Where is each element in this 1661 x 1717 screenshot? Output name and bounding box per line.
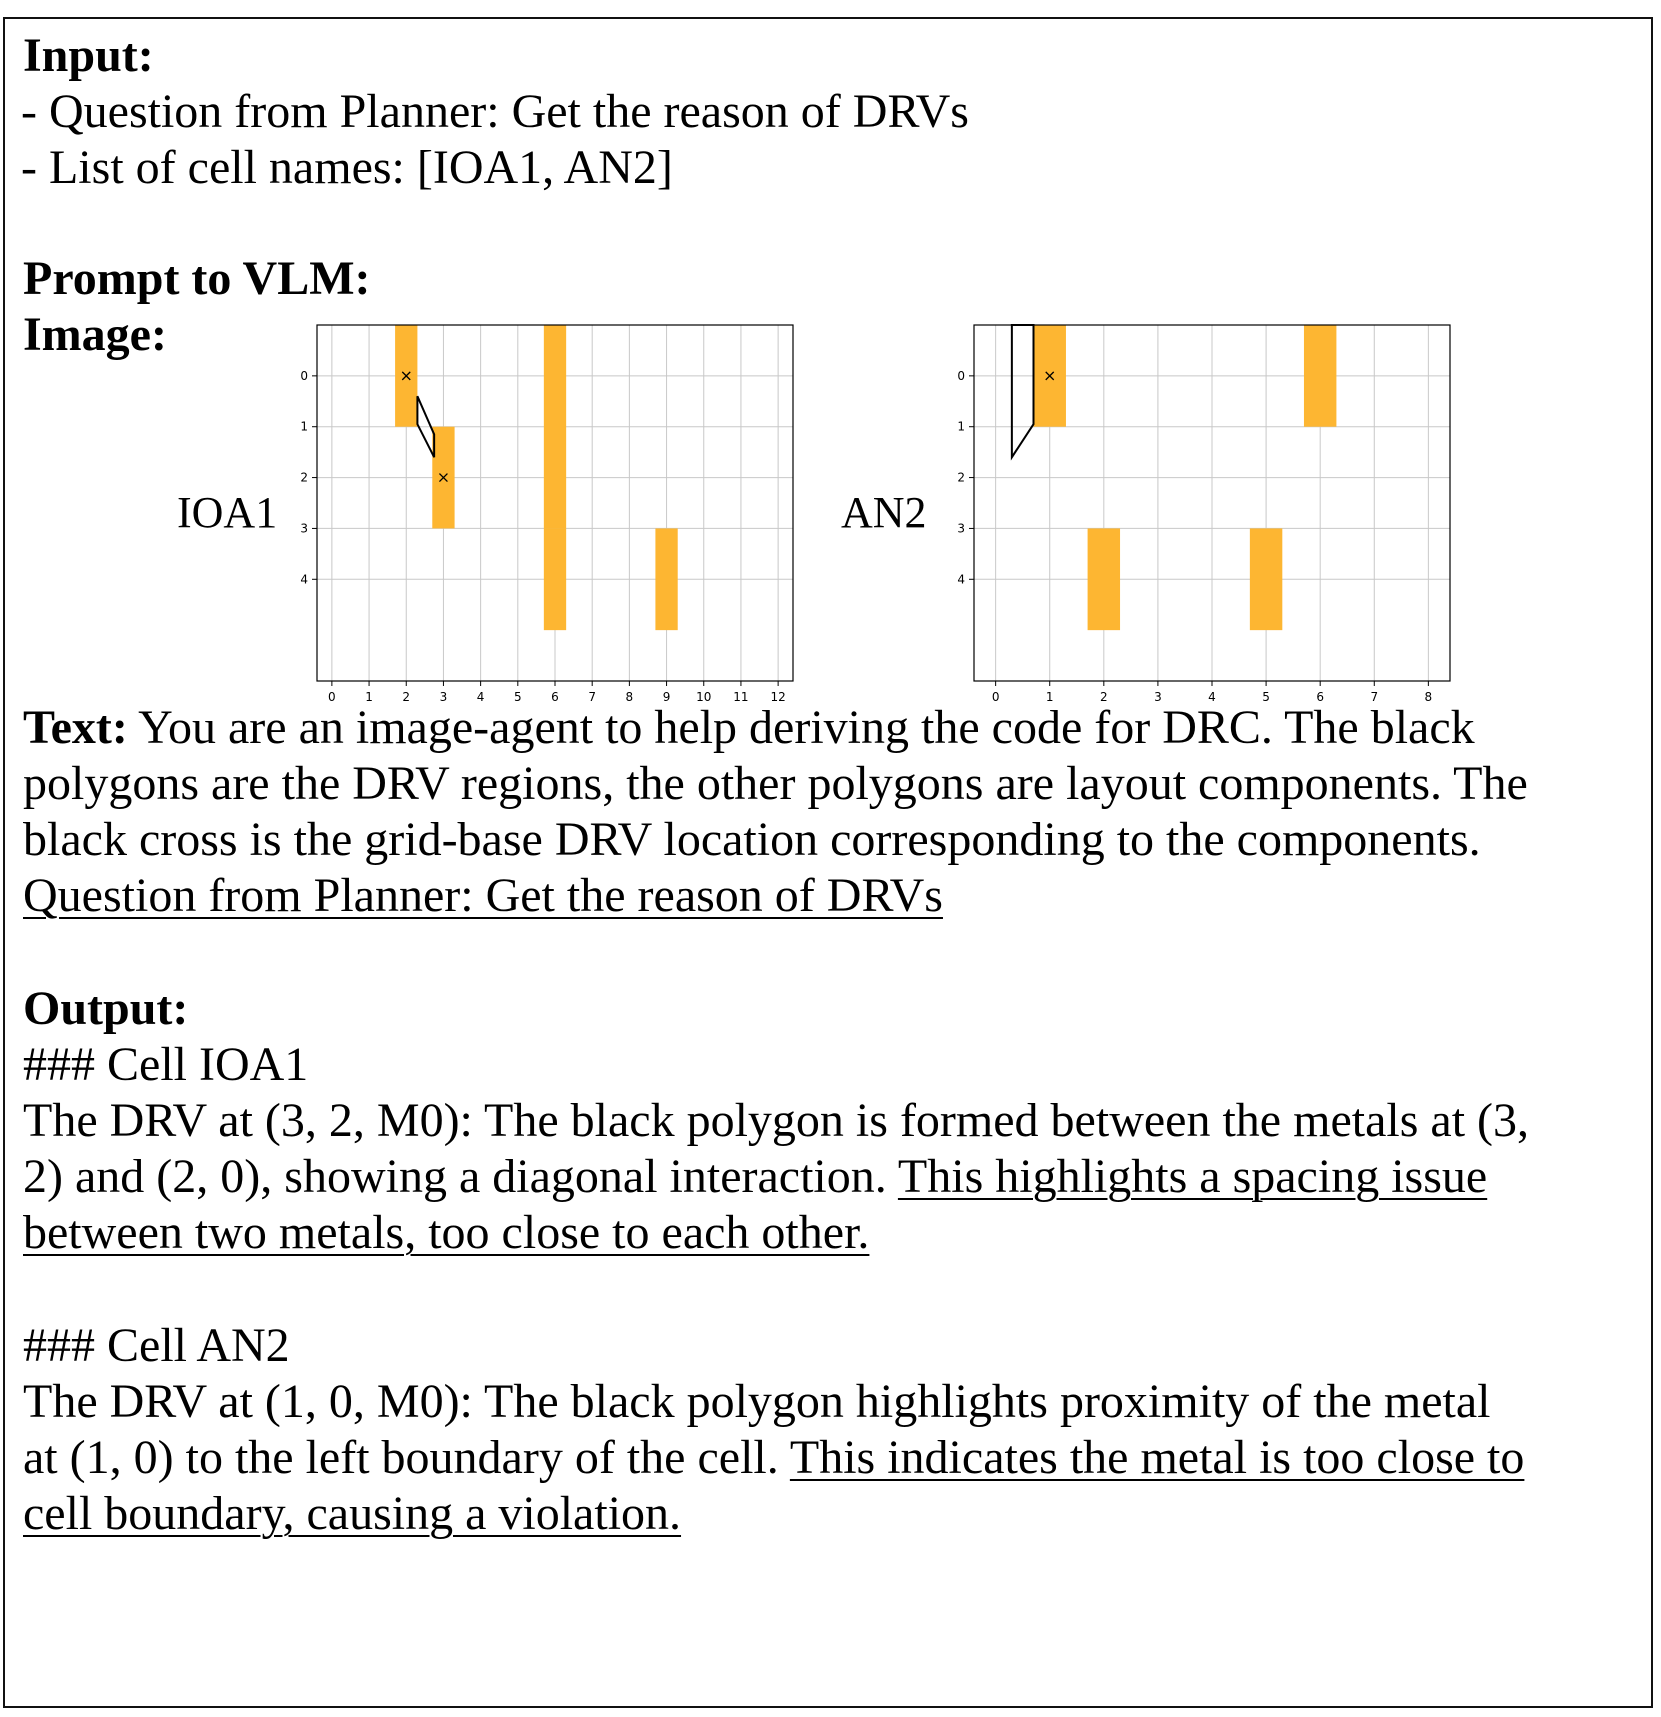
x-tick-label: 4 xyxy=(1208,690,1216,704)
input-heading: Input: xyxy=(23,29,154,82)
cell1-line-2-underlined: This highlights a spacing issue xyxy=(897,1150,1488,1203)
prompt-text-line-1 xyxy=(23,698,1475,758)
cell2-line-1: The DRV at (1, 0, M0): The black polygon highlights proximity of the metal xyxy=(23,1375,1491,1428)
prompt-text-line-3: black cross is the grid-base DRV location corresponding to the components. xyxy=(23,813,1481,866)
cell1-line-2-plain: 2) and (2, 0), showing a diagonal interaction. xyxy=(23,1150,898,1203)
cell1-line-3-underlined: between two metals, too close to each other. xyxy=(23,1206,870,1259)
y-tick-label: 0 xyxy=(957,368,965,383)
y-tick-label: 0 xyxy=(300,368,308,383)
prompt-text-1: You are an image-agent to help deriving the code for DRC. The black xyxy=(127,701,1475,754)
x-tick-label: 5 xyxy=(513,690,522,704)
cell2-line-3-underlined: cell boundary, causing a violation. xyxy=(23,1487,682,1540)
metal-rect xyxy=(544,325,566,528)
x-tick-label: 8 xyxy=(1424,690,1433,704)
input-cells-line: - List of cell names: [IOA1, AN2] xyxy=(21,141,673,194)
metal-rect xyxy=(1250,528,1282,630)
y-tick-label: 3 xyxy=(957,521,965,536)
x-tick-label: 2 xyxy=(1099,690,1108,704)
image-heading: Image: xyxy=(23,308,167,361)
x-tick-label: 1 xyxy=(365,690,373,704)
y-tick-label: 1 xyxy=(300,419,308,434)
metal-rect xyxy=(544,528,566,630)
layout-plot-ioa1 xyxy=(280,315,810,710)
x-tick-label: 4 xyxy=(476,690,485,704)
x-tick-label: 6 xyxy=(1316,690,1325,704)
y-tick-label: 4 xyxy=(300,572,308,587)
prompt-text-line-2: polygons are the DRV regions, the other polygons are layout components. The xyxy=(23,757,1528,810)
cell1-line-2 xyxy=(23,1147,1487,1207)
y-tick-label: 2 xyxy=(300,470,308,485)
x-tick-label: 5 xyxy=(1262,690,1270,704)
x-tick-label: 10 xyxy=(696,690,712,704)
cell1-line-1: The DRV at (3, 2, M0): The black polygon is formed between the metals at (3, xyxy=(23,1094,1530,1147)
output-heading: Output: xyxy=(23,982,189,1035)
cell2-line-2-underlined: This indicates the metal is too close to xyxy=(789,1431,1525,1484)
cell2-line-2-plain: at (1, 0) to the left boundary of the cell. xyxy=(23,1431,790,1484)
x-tick-label: 3 xyxy=(1154,690,1162,704)
cell1-heading: ### Cell IOA1 xyxy=(23,1038,309,1091)
drv-polygon xyxy=(1012,325,1034,457)
text-label: Text: xyxy=(23,701,128,754)
prompt-question-line xyxy=(23,866,943,926)
input-question-line: - Question from Planner: Get the reason of DRVs xyxy=(21,85,969,138)
x-tick-label: 0 xyxy=(991,690,1000,704)
metal-rect xyxy=(655,528,677,630)
x-tick-label: 3 xyxy=(439,690,448,704)
cell2-line-3 xyxy=(23,1484,681,1544)
cell2-line-2 xyxy=(23,1428,1524,1488)
x-tick-label: 0 xyxy=(328,690,336,704)
x-tick-label: 7 xyxy=(588,690,597,704)
cell1-line-3 xyxy=(23,1203,869,1263)
y-tick-label: 2 xyxy=(957,470,965,485)
y-tick-label: 4 xyxy=(957,572,965,587)
x-tick-label: 6 xyxy=(551,690,559,704)
y-tick-label: 3 xyxy=(300,521,308,536)
x-tick-label: 12 xyxy=(770,690,786,704)
x-tick-label: 1 xyxy=(1045,690,1054,704)
layout-plot-an2 xyxy=(937,315,1467,710)
prompt-question-underlined: Question from Planner: Get the reason of DRVs xyxy=(23,869,943,922)
metal-rect xyxy=(1088,528,1120,630)
plot-label-an2: AN2 xyxy=(841,488,927,537)
plot-label-ioa1: IOA1 xyxy=(177,488,278,537)
metal-rect xyxy=(1304,325,1336,427)
cell2-heading: ### Cell AN2 xyxy=(23,1319,290,1372)
x-tick-label: 11 xyxy=(733,690,749,704)
x-tick-label: 7 xyxy=(1370,690,1379,704)
x-tick-label: 9 xyxy=(662,690,671,704)
x-tick-label: 8 xyxy=(625,690,634,704)
y-tick-label: 1 xyxy=(957,419,965,434)
prompt-heading: Prompt to VLM: xyxy=(23,252,371,305)
x-tick-label: 2 xyxy=(402,690,411,704)
